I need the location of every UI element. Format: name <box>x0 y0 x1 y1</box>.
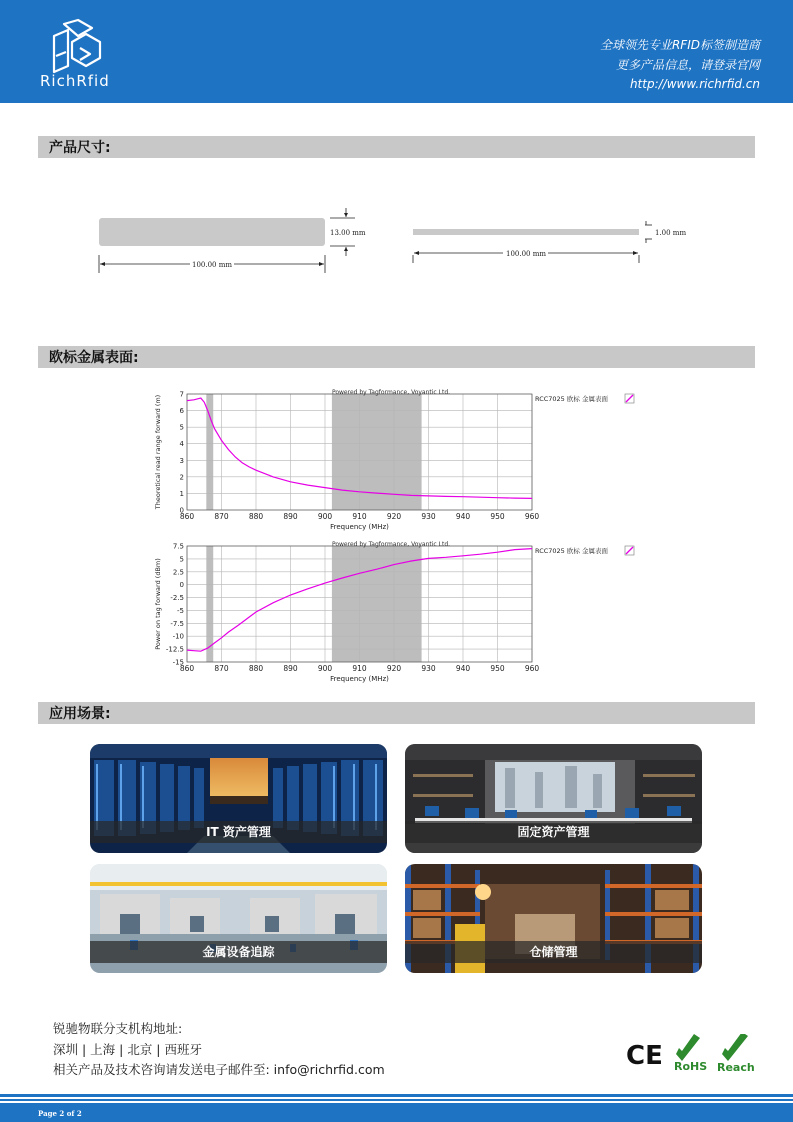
scene-fixed-asset <box>405 744 702 853</box>
branch-list: 深圳 | 上海 | 北京 | 西班牙 <box>53 1041 202 1057</box>
x-tick-label: 930 <box>421 664 436 673</box>
x-tick-label: 920 <box>386 512 402 521</box>
x-tick-label: 910 <box>352 664 367 673</box>
scene-label: 固定资产管理 <box>405 821 702 843</box>
dimension-drawing <box>0 195 793 285</box>
rohs-label: RoHS <box>674 1060 708 1073</box>
page-number: Page 2 of 2 <box>38 1109 82 1118</box>
scene-label: IT 资产管理 <box>90 821 387 843</box>
x-tick-label: 870 <box>214 512 229 521</box>
x-tick-label: 950 <box>490 512 505 521</box>
y-tick-label: 0 <box>179 581 184 590</box>
side-width-label: 100.00 mm <box>506 250 546 258</box>
scene-label: 金属设备追踪 <box>90 941 387 963</box>
y-tick-label: -15 <box>172 658 184 667</box>
x-tick-label: 890 <box>283 512 298 521</box>
x-axis-label: Frequency (MHz) <box>330 523 389 531</box>
rohs-check-icon <box>676 1034 700 1061</box>
section-title: 欧标金属表面: <box>49 350 139 366</box>
power-on-tag-chart <box>150 538 650 688</box>
y-tick-label: 7.5 <box>172 542 184 551</box>
read-range-chart <box>150 386 650 536</box>
y-tick-label: -7.5 <box>170 619 184 628</box>
y-tick-label: 2 <box>179 473 184 482</box>
chart-credit: Powered by Tagformance, Voyantic Ltd. <box>331 541 451 548</box>
y-tick-label: 4 <box>179 440 184 449</box>
branch-title: 锐驰物联分支机构地址: <box>53 1021 183 1036</box>
x-tick-label: 950 <box>490 664 505 673</box>
y-tick-label: 1 <box>179 489 184 498</box>
front-height-label: 13.00 mm <box>330 229 366 237</box>
scene-label: 仓储管理 <box>405 941 702 963</box>
x-tick-label: 930 <box>421 512 436 521</box>
section-applications <box>38 702 755 724</box>
chart-credit: Powered by Tagformance, Voyantic Ltd. <box>331 389 451 396</box>
side-thickness-label: 1.00 mm <box>655 229 687 237</box>
section-title: 应用场景: <box>49 706 111 722</box>
frequency-band <box>332 546 422 662</box>
ce-mark-icon: CE <box>626 1041 663 1071</box>
legend-label: RCC7025 欧标 金属表面 <box>535 395 608 403</box>
section-metal-surface <box>38 346 755 368</box>
y-tick-label: -10 <box>172 632 184 641</box>
scene-warehouse <box>405 864 702 973</box>
x-tick-label: 860 <box>179 664 195 673</box>
x-tick-label: 880 <box>248 664 264 673</box>
x-tick-label: 940 <box>455 664 471 673</box>
header-tagline <box>600 36 760 95</box>
tag-side-view <box>413 229 639 235</box>
reach-label: Reach <box>717 1061 755 1074</box>
contact-email-text[interactable]: 相关产品及技术咨询请发送电子邮件至: info@richrfid.com <box>53 1062 385 1077</box>
page-header <box>0 0 793 103</box>
x-tick-label: 890 <box>283 664 298 673</box>
reach-check-icon <box>722 1034 748 1061</box>
y-tick-label: -12.5 <box>165 645 184 654</box>
scene-it-asset <box>90 744 387 853</box>
x-tick-label: 910 <box>352 512 367 521</box>
y-tick-label: 2.5 <box>172 568 184 577</box>
certification-logos <box>624 1034 764 1076</box>
logo-text: RichRfid <box>40 72 110 90</box>
x-tick-label: 900 <box>317 512 333 521</box>
scene-metal-equipment <box>90 864 387 973</box>
tag-front-view <box>99 218 325 246</box>
tagline-line: 更多产品信息，请登录官网 <box>615 57 760 72</box>
x-axis-label: Frequency (MHz) <box>330 675 389 683</box>
x-tick-label: 870 <box>214 664 229 673</box>
page-footer-bar <box>0 1094 793 1122</box>
y-tick-label: 0 <box>179 506 184 515</box>
y-tick-label: 5 <box>179 423 184 432</box>
y-tick-label: 6 <box>179 407 184 416</box>
y-axis-label: Power on tag forward (dBm) <box>154 558 162 650</box>
x-tick-label: 900 <box>317 664 333 673</box>
section-title: 产品尺寸: <box>49 140 111 156</box>
y-tick-label: 3 <box>179 456 184 465</box>
y-tick-label: 5 <box>179 555 184 564</box>
tagline-line: 全球领先专业RFID标签制造商 <box>599 38 760 52</box>
x-tick-label: 960 <box>524 664 540 673</box>
company-contact <box>53 1019 385 1081</box>
front-width-label: 100.00 mm <box>192 261 232 269</box>
y-axis-label: Theoretical read range forward (m) <box>154 394 162 510</box>
legend-label: RCC7025 欧标 金属表面 <box>535 547 608 555</box>
y-tick-label: -5 <box>177 606 184 615</box>
website-link[interactable]: http://www.richrfid.cn <box>629 77 760 91</box>
x-tick-label: 880 <box>248 512 264 521</box>
x-tick-label: 960 <box>524 512 540 521</box>
y-tick-label: 7 <box>179 390 184 399</box>
x-tick-label: 920 <box>386 664 402 673</box>
x-tick-label: 940 <box>455 512 471 521</box>
y-tick-label: -2.5 <box>170 594 184 603</box>
x-tick-label: 860 <box>179 512 195 521</box>
section-product-size <box>38 136 755 158</box>
